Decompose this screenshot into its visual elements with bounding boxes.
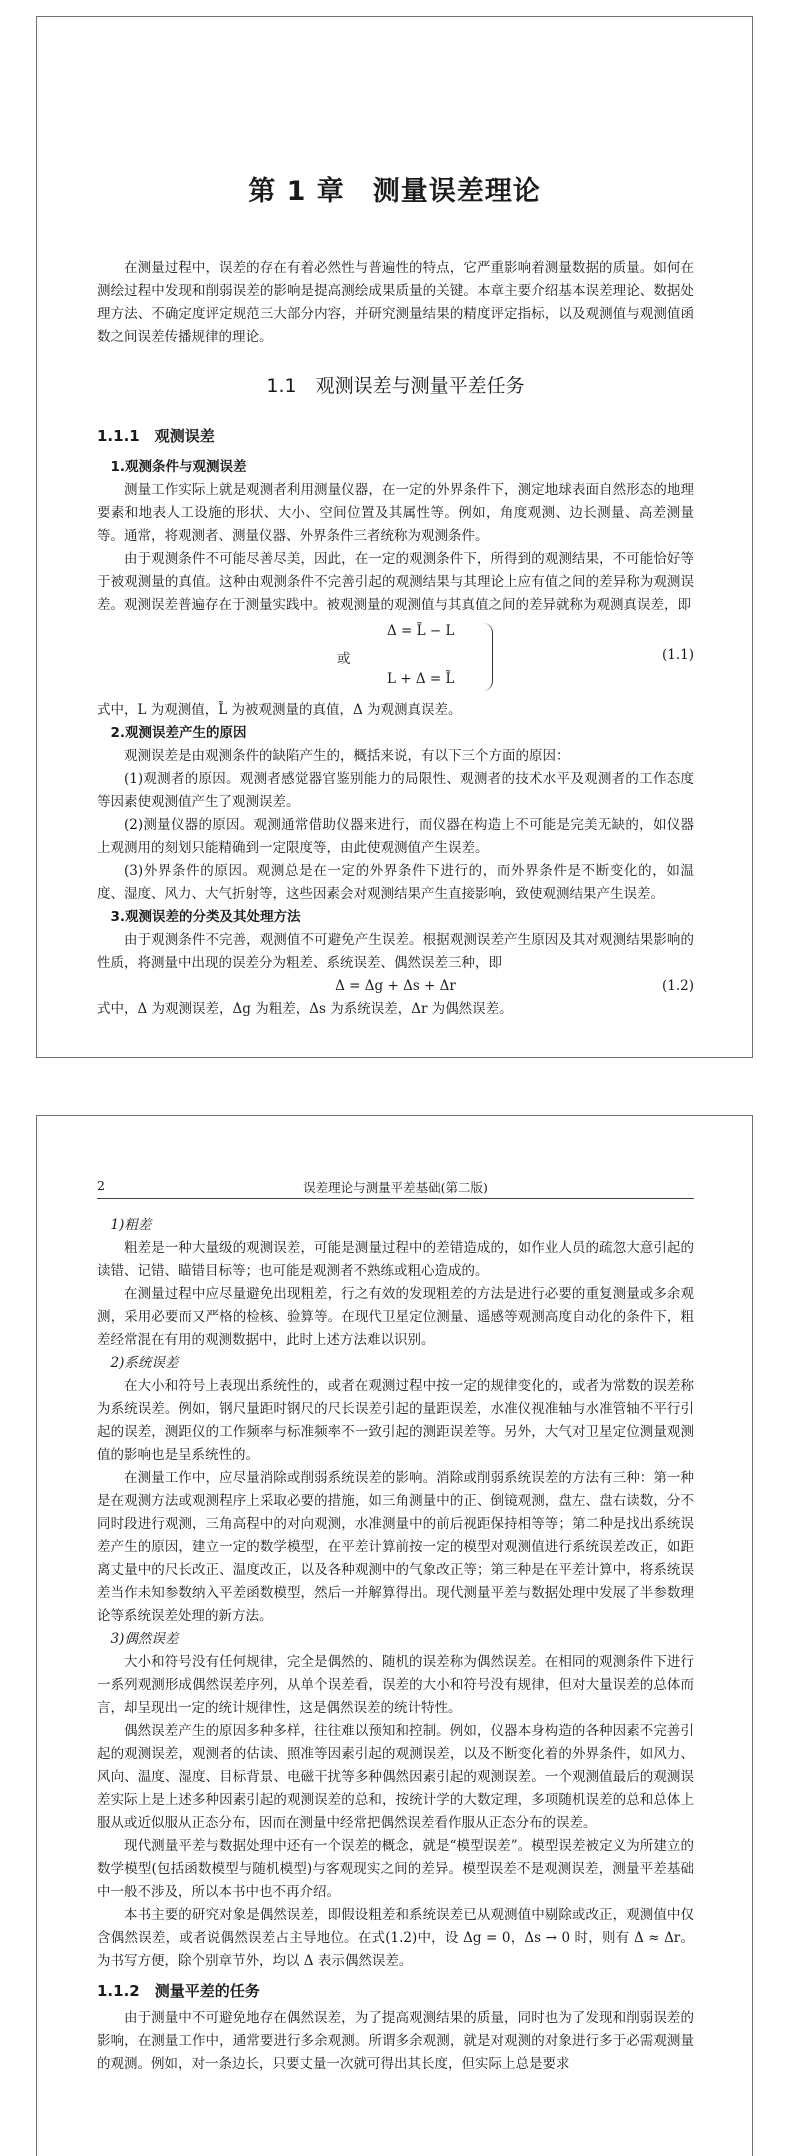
heading-systematic-error: 2)系统误差 bbox=[110, 1355, 179, 1371]
paragraph: 式中，L 为观测值，L̃ 为被观测量的真值，Δ 为观测真误差。 bbox=[97, 702, 462, 718]
paragraph: 在大小和符号上表现出系统性的，或者在观测过程中按一定的规律变化的，或者为常数的误差称为系统误差。例如，钢尺量距时钢尺的尺长误差引起的量距误差，水准仪视准轴与水准管轴不平行引起的误差，测距仪的工作频率与标准频率不一致引起的测距误差等。另外，大气对卫星定位测量观测值的影响也是呈系统性的。 bbox=[97, 1378, 694, 1463]
paragraph: 在测量工作中，应尽量消除或削弱系统误差的影响。消除或削弱系统误差的方法有三种：第一种是在观测方法或观测程序上采取必要的措施，如三角测量中的正、倒镜观测，盘左、盘右读数，分不同时段进行观测，三角高程中的对向观测，水准测量中的前后视距保持相等等；第二种是找出系统误差产生的原因，建立一定的数学模型，在平差计算前按一定的模型对观测值进行系统误差改正，如距离丈量中的尺长改正、温度改正，以及各种观测中的气象改正等；第三种是在平差计算中，将系统误差当作未知参数纳入平差函数模型，然后一并解算得出。现代测量平差与数据处理中发展了半参数理论等系统误差处理的新方法。 bbox=[97, 1470, 694, 1624]
chapter-title: 第 1 章 测量误差理论 bbox=[248, 176, 541, 207]
page-1-body bbox=[97, 257, 694, 1021]
paragraph: 在测量过程中应尽量避免出现粗差，行之有效的发现粗差的方法是进行必要的重复测量或多余观测，采用必要而又严格的检核、验算等。在现代卫星定位测量、遥感等观测高度自动化的条件下，粗差经常混在有用的观测数据中，此时上述方法难以识别。 bbox=[97, 1286, 694, 1348]
running-title: 误差理论与测量平差基础(第二版) bbox=[303, 1180, 488, 1195]
page-2-body bbox=[97, 1214, 694, 2076]
heading-error-causes: 2.观测误差产生的原因 bbox=[110, 725, 247, 741]
equation-1-2 bbox=[97, 975, 694, 998]
paragraph: 本书主要的研究对象是偶然误差，即假设粗差和系统误差已从观测值中剔除或改正，观测值中仅含偶然误差，或者说偶然误差占主导地位。在式(1.2)中，设 Δg = 0，Δs → 0 时，则有 Δ ≈ Δr。为书写方便，除个别章节外，均以 Δ 表示偶然误差。 bbox=[97, 1907, 694, 1969]
equation-number: (1.2) bbox=[661, 978, 694, 994]
paragraph: 由于观测条件不完善，观测值不可避免产生误差。根据观测误差产生原因及其对观测结果影响的性质，将测量中出现的误差分为粗差、系统误差、偶然误差三种，即 bbox=[97, 932, 694, 971]
equation-line: Δ = L̃ − L bbox=[387, 623, 455, 639]
paragraph: 粗差是一种大量级的观测误差，可能是测量过程中的差错造成的，如作业人员的疏忽大意引起的读错、记错、瞄错目标等；也可能是观测者不熟练或粗心造成的。 bbox=[97, 1240, 694, 1279]
heading-random-error: 3)偶然误差 bbox=[110, 1631, 179, 1647]
equation-brace bbox=[482, 623, 493, 691]
paragraph: 测量工作实际上就是观测者利用测量仪器，在一定的外界条件下，测定地球表面自然形态的地理要素和地表人工设施的形状、大小、空间位置及其属性等。例如，角度观测、边长测量、高差测量等。通常，将观测者、测量仪器、外界条件三者统称为观测条件。 bbox=[97, 482, 694, 544]
paragraph: 由于测量中不可避免地存在偶然误差，为了提高观测结果的质量，同时也为了发现和削弱误差的影响，在测量工作中，通常要进行多余观测。所谓多余观测，就是对观测的对象进行多于必需观测量的观测。例如，对一条边长，只要丈量一次就可得出其长度，但实际上总是要求 bbox=[97, 2010, 694, 2072]
running-header bbox=[97, 1178, 694, 1199]
paragraph: 由于观测条件不可能尽善尽美，因此，在一定的观测条件下，所得到的观测结果，不可能恰好等于被观测量的真值。这种由观测条件不完善引起的观测结果与其理论上应有值之间的差异称为观测误差。观测误差普遍存在于测量实践中。被观测量的观测值与其真值之间的差异就称为观测真误差，即 bbox=[97, 551, 694, 613]
paragraph: (2)测量仪器的原因。观测通常借助仪器来进行，而仪器在构造上不可能是完美无缺的，如仪器上观测用的刻划只能精确到一定限度等，由此使观测值产生误差。 bbox=[97, 817, 694, 856]
book-page-1 bbox=[36, 16, 753, 1058]
paragraph: 现代测量平差与数据处理中还有一个误差的概念，就是“模型误差”。模型误差被定义为所建立的数学模型(包括函数模型与随机模型)与客观现实之间的差异。模型误差不是观测误差，测量平差基础中一般不涉及，所以本书中也不再介绍。 bbox=[97, 1838, 694, 1900]
subsection-title: 1.1.1 观测误差 bbox=[97, 427, 215, 445]
section-title: 1.1 观测误差与测量平差任务 bbox=[266, 375, 525, 397]
subsection-title-2: 1.1.2 测量平差的任务 bbox=[97, 1982, 260, 2000]
equation-1-1 bbox=[97, 617, 694, 699]
paragraph: (1)观测者的原因。观测者感觉器官鉴别能力的局限性、观测者的技术水平及观测者的工作态度等因素使观测值产生了观测误差。 bbox=[97, 771, 694, 810]
paragraph: 观测误差是由观测条件的缺陷产生的，概括来说，有以下三个方面的原因： bbox=[124, 748, 570, 764]
equation-number: (1.1) bbox=[661, 647, 694, 663]
heading-observation-conditions: 1.观测条件与观测误差 bbox=[110, 459, 247, 475]
paragraph: 偶然误差产生的原因多种多样，往往难以预知和控制。例如，仪器本身构造的各种因素不完善引起的观测误差，观测者的估读、照准等因素引起的观测误差，以及不断变化着的外界条件，如风力、风向、温度、湿度、目标背景、电磁干扰等多种偶然因素引起的观测误差。一个观测值最后的观测误差实际上是上述多种因素引起的观测误差的总和，按统计学的大数定理，多项随机误差的总和总体上服从或近似服从正态分布，因而在测量中经常把偶然误差看作服从正态分布的误差。 bbox=[97, 1723, 694, 1831]
equation-or: 或 bbox=[337, 651, 351, 667]
paragraph: 式中，Δ 为观测误差，Δg 为粗差，Δs 为系统误差，Δr 为偶然误差。 bbox=[97, 1001, 513, 1017]
paragraph: (3)外界条件的原因。观测总是在一定的外界条件下进行的，而外界条件是不断变化的，如温度、湿度、风力、大气折射等，这些因素会对观测结果产生直接影响，致使观测结果产生误差。 bbox=[97, 863, 694, 902]
book-page-2 bbox=[36, 1115, 753, 2156]
page-number: 2 bbox=[97, 1178, 105, 1193]
chapter-intro: 在测量过程中，误差的存在有着必然性与普遍性的特点，它严重影响着测量数据的质量。如何在测绘过程中发现和削弱误差的影响是提高测绘成果质量的关键。本章主要介绍基本误差理论、数据处理方法、不确定度评定规范三大部分内容，并研究测量结果的精度评定指标，以及观测值与观测值函数之间误差传播规律的理论。 bbox=[97, 260, 694, 345]
equation-line: L + Δ = L̃ bbox=[387, 671, 455, 687]
equation-expression: Δ = Δg + Δs + Δr bbox=[335, 978, 456, 994]
paragraph: 大小和符号没有任何规律，完全是偶然的、随机的误差称为偶然误差。在相同的观测条件下进行一系列观测形成偶然误差序列，从单个误差看，误差的大小和符号没有规律，但对大量误差的总体而言，却呈现出一定的统计规律性，这是偶然误差的统计特性。 bbox=[97, 1654, 694, 1716]
heading-error-classification: 3.观测误差的分类及其处理方法 bbox=[110, 909, 301, 925]
heading-gross-error: 1)粗差 bbox=[110, 1217, 152, 1233]
